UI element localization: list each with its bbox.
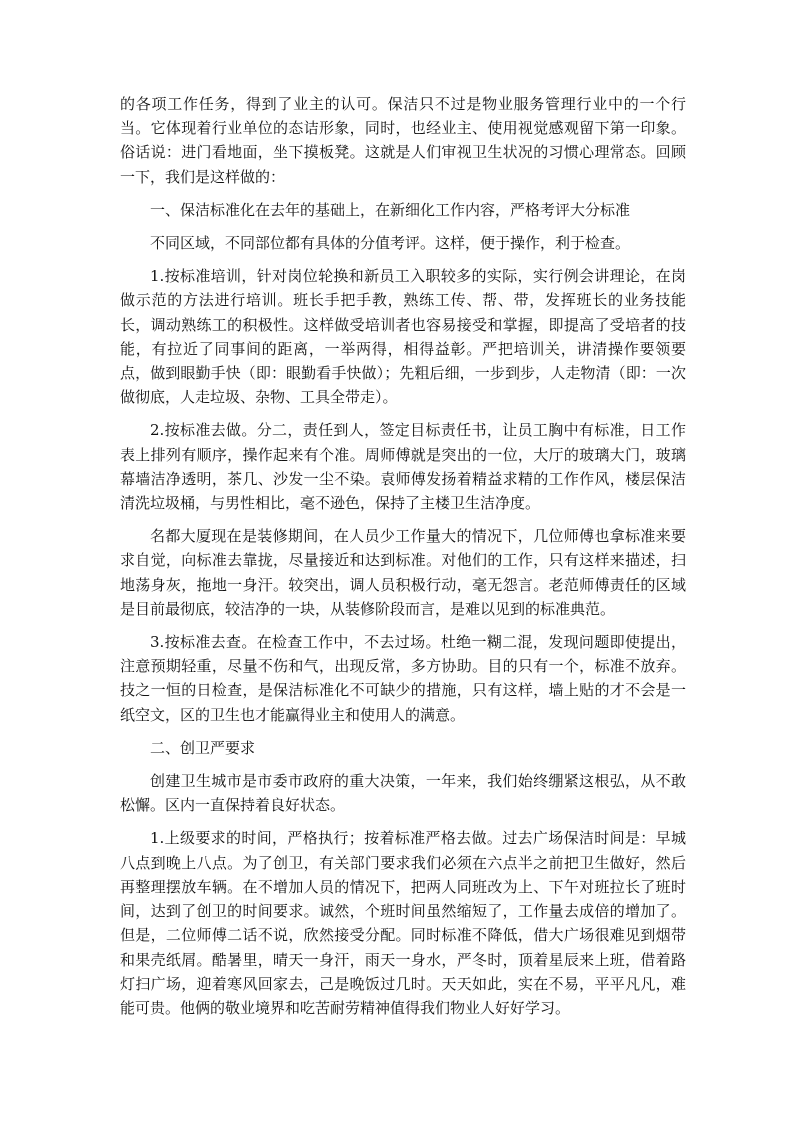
document-body [120, 92, 686, 1029]
paragraph-hygiene-city: 创建卫生城市是市委市政府的重大决策，一年来，我们始终绷紧这根弘，从不敢松懈。区内一直保持着良好状态。 [120, 772, 686, 815]
paragraph-schedule: 1.上级要求的时间，严格执行；按着标准严格去做。过去广场保洁时间是：早城八点到晚上八点。为了创卫，有关部门要求我们必须在六点半之前把卫生做好，然后再整理摆放车辆。在不增加人员的情况下，把两人同班改为上、下午对班拉长了班时间，达到了创卫的时间要求。诚然，个班时间虽然缩短了，工作量去成倍的增加了。但是，二位师傅二话不说，欣然接受分配。同时标准不降低，借大广场很难见到烟带和果壳纸屑。酷暑里，晴天一身汗，雨天一身水，严冬时，顶着星辰来上班，借着路灯扫广场，迎着寒风回家去，己是晚饭过几时。天天如此，实在不易，平平凡凡，难能可贵。他俩的敬业境界和吃苦耐劳精神值得我们物业人好好学习。 [120, 829, 686, 1017]
section-heading-2: 二、创卫严要求 [150, 738, 256, 757]
paragraph-inspection: 3.按标准去查。在检查工作中，不去过场。杜绝一糊二混，发现问题即使提出，注意预期轻重，尽量不伤和气，出现反常，多方协助。目的只有一个，标准不放弃。技之一恒的日检查，是保洁标准化不可缺少的措施，只有这样，墙上贴的才不会是一纸空文，区的卫生也才能赢得业主和使用人的满意。 [120, 633, 686, 724]
paragraph-scoring: 不同区域，不同部位都有具体的分值考评。这样，便于操作，利于检查。 [150, 234, 631, 253]
paragraph-mingdu: 名都大厦现在是装修期间，在人员少工作量大的情况下，几位师傅也拿标准来要求自觉，向标准去靠拢，尽量接近和达到标准。对他们的工作，只有这样来描述，扫地荡身灰，拖地一身汗。较突出，调人员积极行动，毫无怨言。老范师傅责任的区域是目前最彻底，较洁净的一块，从装修阶段而言，是难以见到的标准典范。 [120, 527, 686, 618]
paragraph-execution: 2.按标准去做。分二，责任到人，签定目标责任书，让员工胸中有标准，日工作表上排列有顺序，操作起来有个准。周师傅就是突出的一位，大厅的玻璃大门，玻璃幕墙洁净透明，茶几、沙发一尘不染。袁师傅发扬着精益求精的工作作风，楼层保洁清洗垃圾桶，与男性相比，毫不逊色，保持了主楼卫生洁净度。 [120, 421, 686, 513]
paragraph-training: 1.按标准培训，针对岗位轮换和新员工入职较多的实际，实行例会讲理论，在岗做示范的方法进行培训。班长手把手教，熟练工传、帮、带，发挥班长的业务技能长，调动熟练工的积极性。这样做受培训者也容易接受和掌握，即提高了受培者的技能，有拉近了同事间的距离，一举两得，相得益彰。严把培训关，讲清操作要领要点，做到眼勤手快（即：眼勤看手快做）；先粗后细，一步到步，人走物清（即：一次做彻底，人走垃圾、杂物、工具全带走）。 [120, 267, 686, 407]
paragraph-intro: 的各项工作任务，得到了业主的认可。保洁只不过是物业服务管理行业中的一个行当。它体现着行业单位的态诘形象，同时，也经业主、使用视觉感观留下第一印象。俗话说：进门看地面，坐下摸板凳。这就是人们审视卫生状况的习惯心理常态。回顾一下，我们是这样做的： [120, 95, 686, 186]
section-heading-1: 一、保洁标准化在去年的基础上，在新细化工作内容，严格考评大分标准 [150, 200, 631, 219]
